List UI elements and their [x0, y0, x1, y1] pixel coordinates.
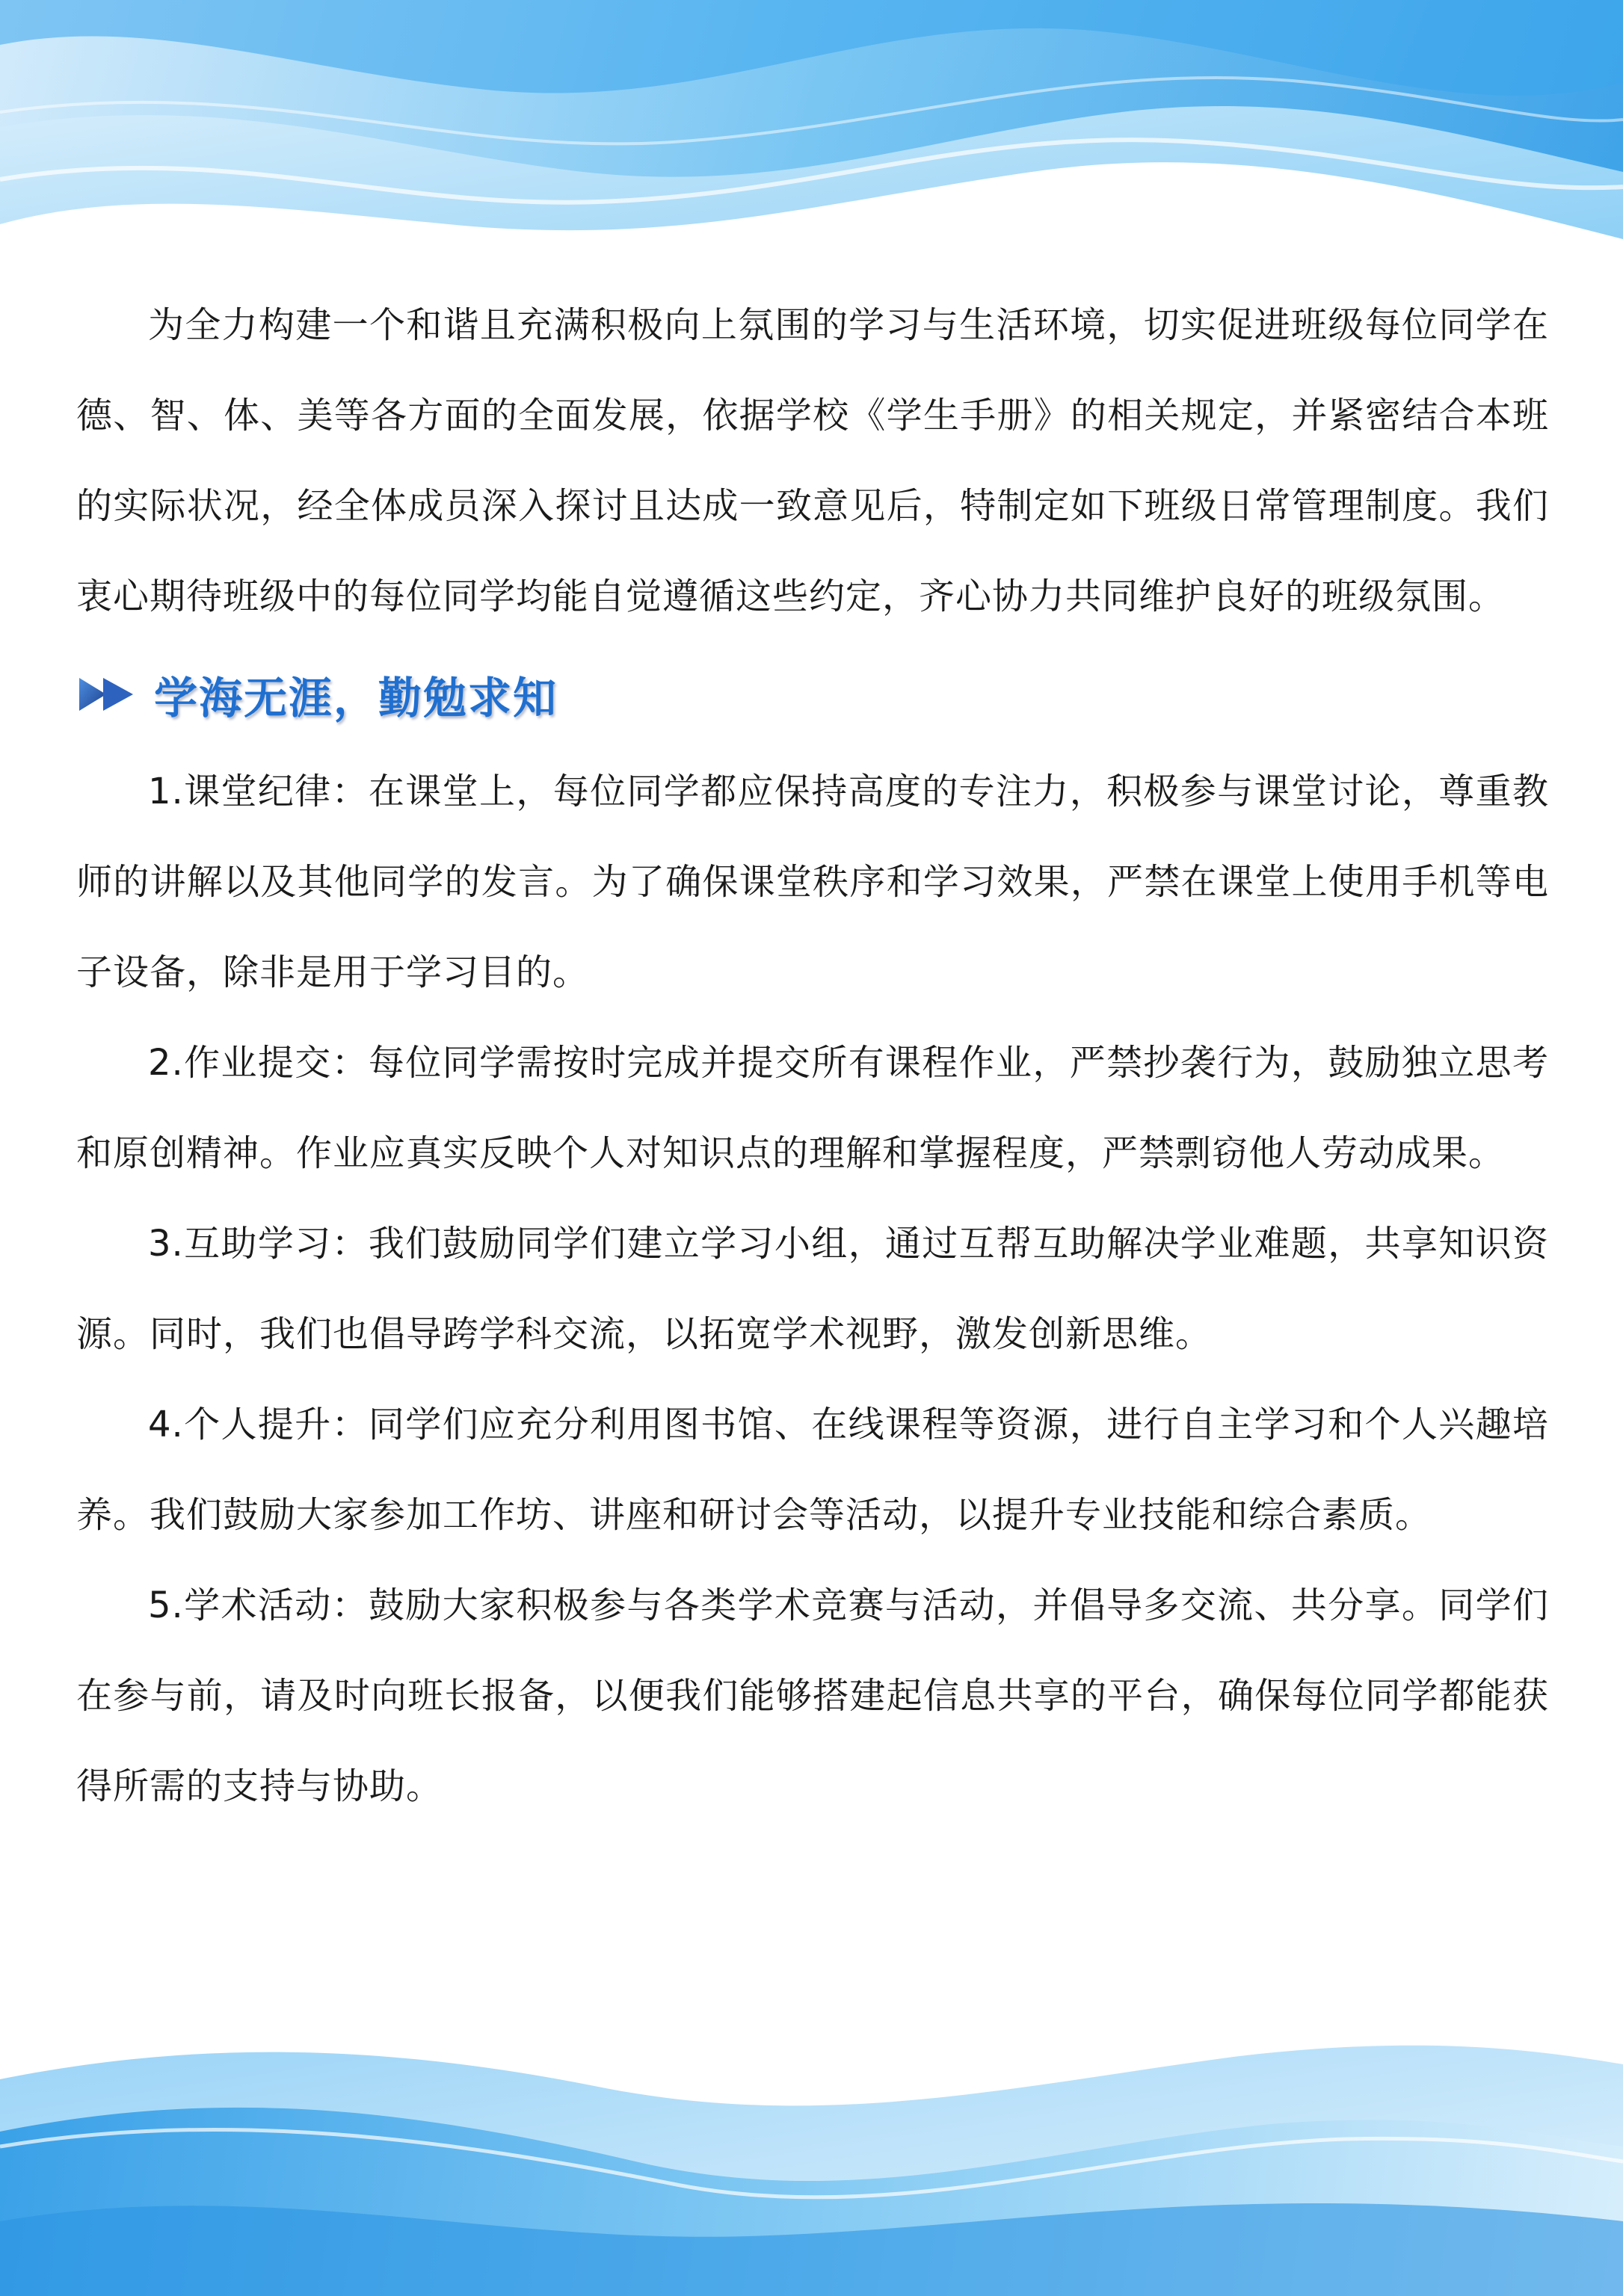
intro-paragraph: 为全力构建一个和谐且充满积极向上氛围的学习与生活环境，切实促进班级每位同学在德、智、体、美等各方面的全面发展，依据学校《学生手册》的相关规定，并紧密结合本班的实际状况，经全体成员深入探讨且达成一致意见后，特制定如下班级日常管理制度。我们衷心期待班级中的每位同学均能自觉遵循这些约定，齐心协力共同维护良好的班级氛围。: [76, 304, 1549, 617]
bottom-wave-decoration: [0, 1997, 1623, 2296]
section-heading: [76, 642, 1549, 747]
section-title: 学海无涯，勤勉求知: [154, 673, 558, 723]
list-item: 2.作业提交：每位同学需按时完成并提交所有课程作业，严禁抄袭行为，鼓励独立思考和原创精神。作业应真实反映个人对知识点的理解和掌握程度，严禁剽窃他人劳动成果。: [76, 1042, 1549, 1174]
list-item: 5.学术活动：鼓励大家积极参与各类学术竞赛与活动，并倡导多交流、共分享。同学们在参与前，请及时向班长报备，以便我们能够搭建起信息共享的平台，确保每位同学都能获得所需的支持与协助。: [76, 1584, 1549, 1807]
list-item: 1.课堂纪律：在课堂上，每位同学都应保持高度的专注力，积极参与课堂讨论，尊重教师的讲解以及其他同学的发言。为了确保课堂秩序和学习效果，严禁在课堂上使用手机等电子设备，除非是用于学习目的。: [76, 771, 1549, 993]
list-item: 3.互助学习：我们鼓励同学们建立学习小组，通过互帮互助解决学业难题，共享知识资源。同时，我们也倡导跨学科交流，以拓宽学术视野，激发创新思维。: [76, 1223, 1549, 1355]
double-arrow-icon: [76, 673, 138, 715]
list-item: 4.个人提升：同学们应充分利用图书馆、在线课程等资源，进行自主学习和个人兴趣培养。我们鼓励大家参加工作坊、讲座和研讨会等活动，以提升专业技能和综合素质。: [76, 1404, 1549, 1536]
document-body: [76, 280, 1549, 1832]
top-wave-decoration: [0, 0, 1623, 284]
